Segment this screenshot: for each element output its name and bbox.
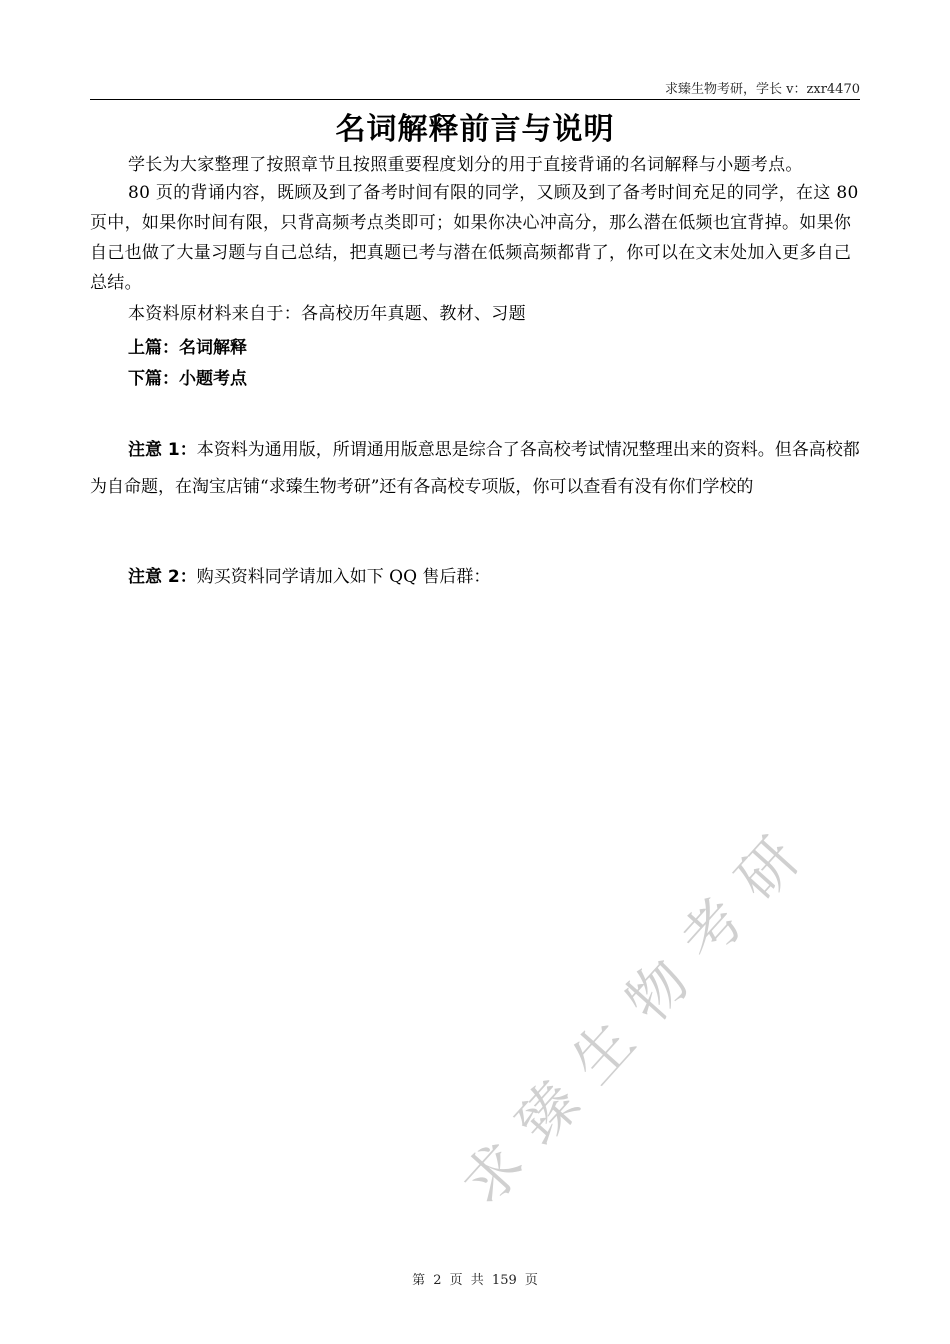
intro-paragraph-1: 学长为大家整理了按照章节且按照重要程度划分的用于直接背诵的名词解释与小题考点。	[128, 155, 803, 175]
section-part1: 上篇：名词解释	[128, 338, 247, 358]
intro-paragraph-2: 80 页的背诵内容，既顾及到了备考时间有限的同学，又顾及到了备考时间充足的同学，在这 80 页中，如果你时间有限，只背高频考点类即可；如果你决心冲高分，那么潜在低频也宜背掉。如果你自己也做了大量习题与自己总结，把真题已考与潜在低频高频都背了，你可以在文末处加入更多自己总结。	[90, 183, 859, 293]
note-2	[90, 559, 860, 596]
watermark: 求臻生物考研	[448, 806, 829, 1219]
note-2-text: 购买资料同学请加入如下 QQ 售后群：	[196, 567, 491, 587]
note-2-label: 注意 2：	[128, 567, 197, 587]
page-title: 名词解释前言与说明	[335, 112, 615, 147]
header-divider	[90, 99, 860, 100]
page-header: 求臻生物考研，学长 v：zxr4470	[665, 82, 860, 97]
page-footer: 第 2 页 共 159 页	[412, 1273, 538, 1288]
note-1-text: 本资料为通用版，所谓通用版意思是综合了各高校考试情况整理出来的资料。但各高校都为自命题，在淘宝店铺“求臻生物考研”还有各高校专项版，你可以查看有没有你们学校的	[90, 440, 860, 497]
section-part2: 下篇：小题考点	[128, 369, 247, 389]
note-1	[90, 432, 860, 506]
intro-paragraph-3: 本资料原材料来自于：各高校历年真题、教材、习题	[128, 304, 526, 324]
note-1-label: 注意 1：	[128, 440, 197, 460]
